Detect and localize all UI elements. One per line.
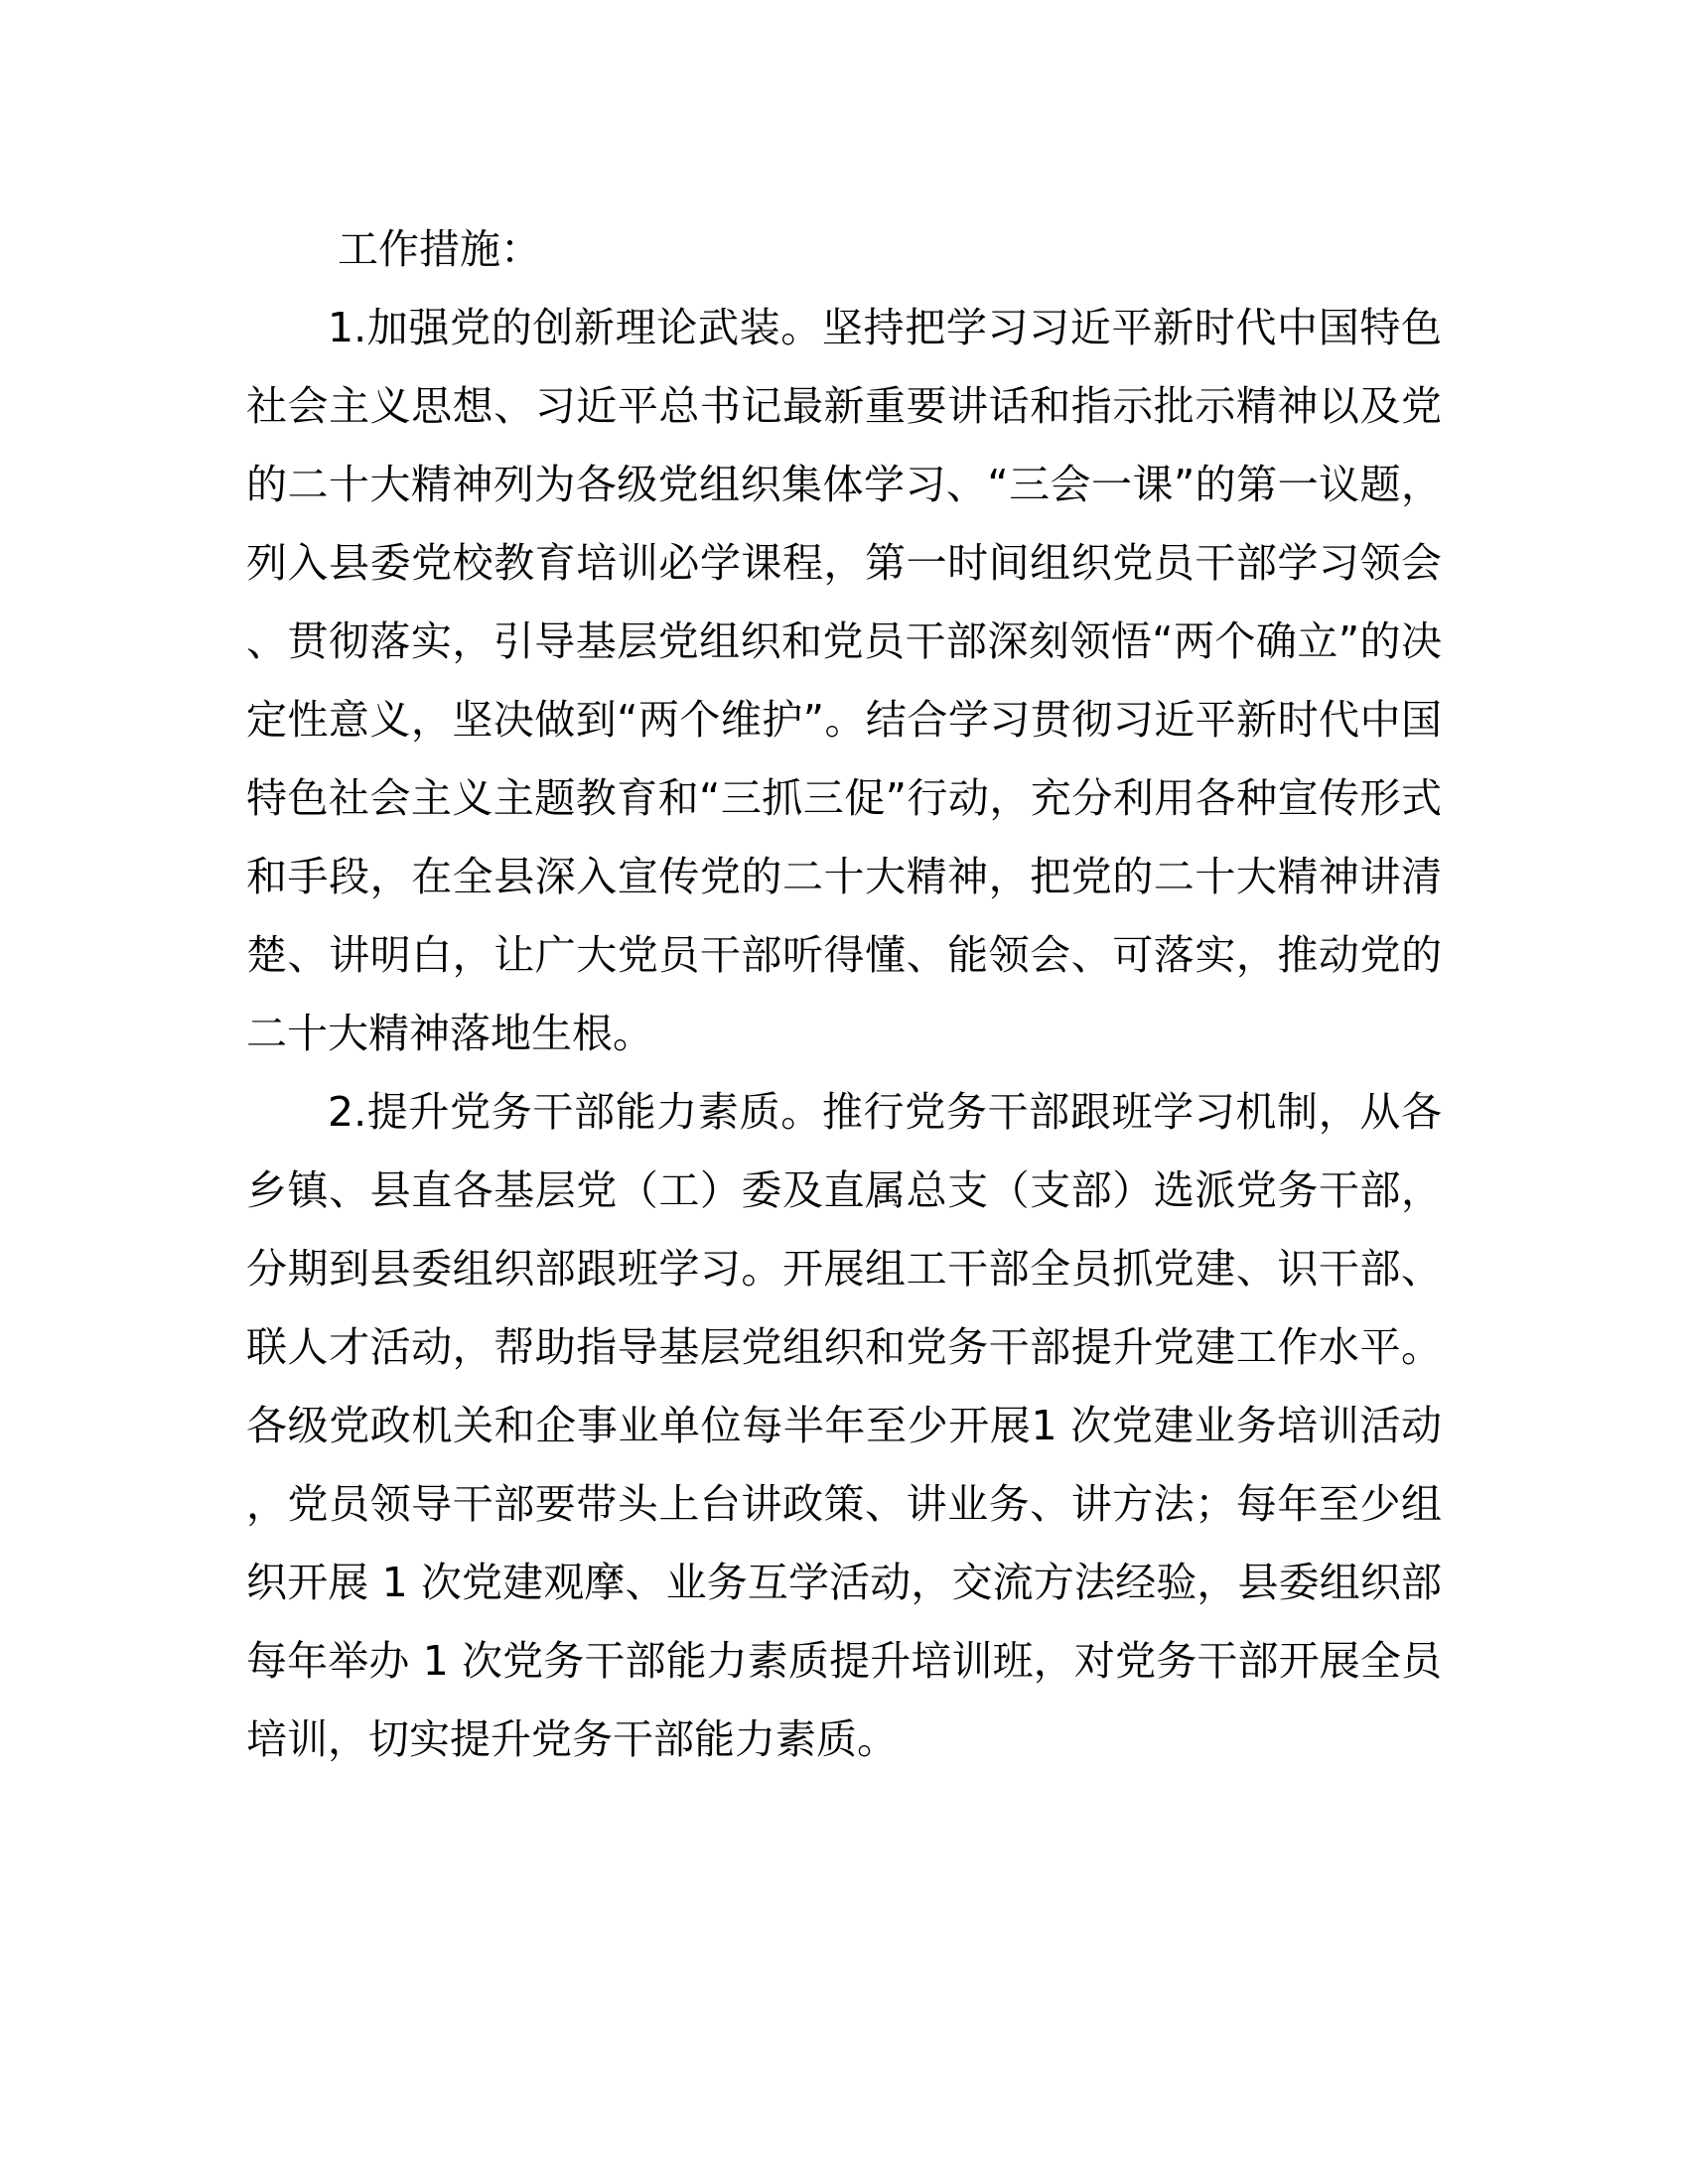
paragraph-1: 1.加强党的创新理论武装。坚持把学习习近平新时代中国特色社会主义思想、习近平总书记最新重要讲话和指示批示精神以及党的二十大精神列为各级党组织集体学习、“三会一课”的第一议题，列入县委党校教育培训必学课程，第一时间组织党员干部学习领会、贯彻落实，引导基层党组织和党员干部深刻领悟“两个确立”的决定性意义，坚决做到“两个维护”。结合学习贯彻习近平新时代中国特色社会主义主题教育和“三抓三促”行动，充分利用各种宣传形式和手段，在全县深入宣传党的二十大精神，把党的二十大精神讲清楚、讲明白，让广大党员干部听得懂、能领会、可落实，推动党的二十大精神落地生根。: [246, 304, 1442, 1057]
document-body: [246, 210, 1442, 1779]
section-heading: 工作措施：: [338, 225, 541, 273]
paragraph-2: 2.提升党务干部能力素质。推行党务干部跟班学习机制，从各乡镇、县直各基层党（工）委及直属总支（支部）选派党务干部，分期到县委组织部跟班学习。开展组工干部全员抓党建、识干部、联人才活动，帮助指导基层党组织和党务干部提升党建工作水平。各级党政机关和企事业单位每半年至少开展1 次党建业务培训活动，党员领导干部要带头上台讲政策、讲业务、讲方法；每年至少组织开展 1 次党建观摩、业务互学活动，交流方法经验，县委组织部每年举办 1 次党务干部能力素质提升培训班，对党务干部开展全员培训，切实提升党务干部能力素质。: [246, 1088, 1442, 1763]
